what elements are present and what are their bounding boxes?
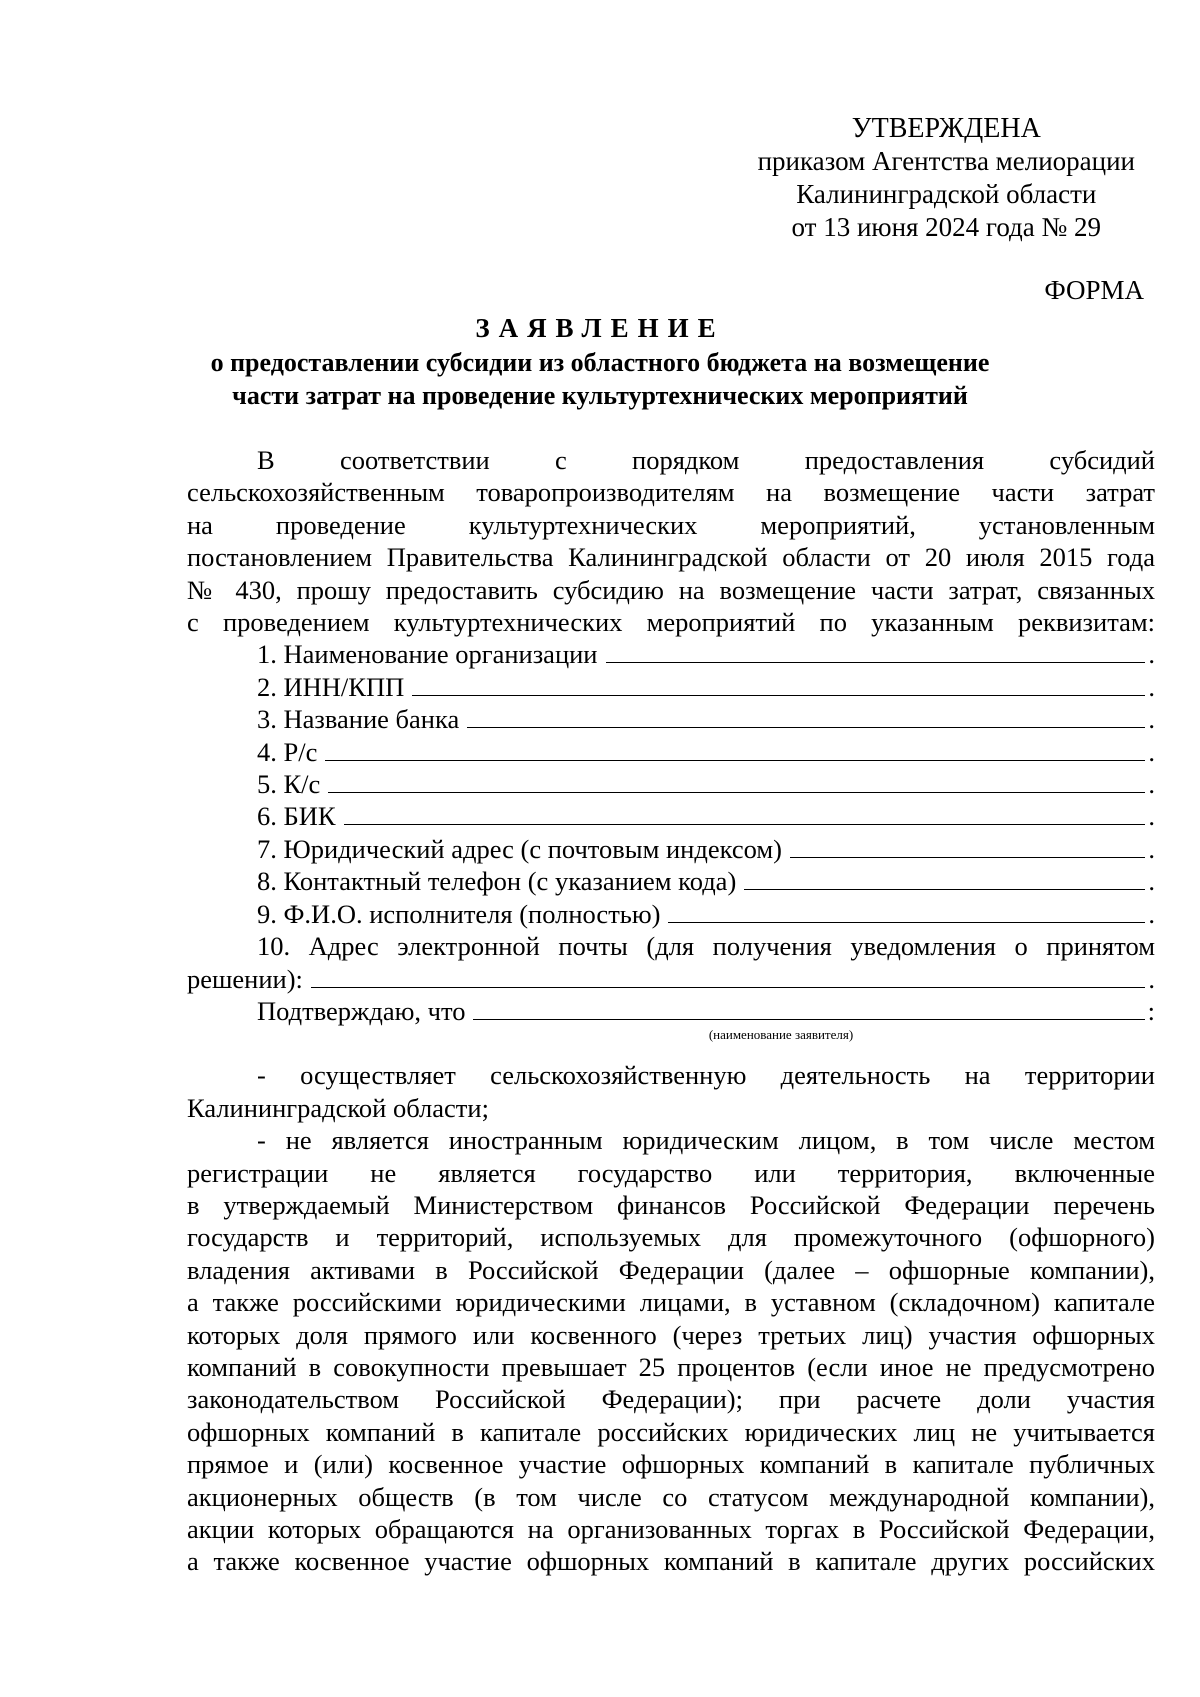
approval-line: от 13 июня 2024 года № 29 (791, 212, 1102, 242)
field-inn-kpp (187, 671, 1155, 703)
field-end: . (1148, 704, 1155, 735)
subtitle-line: части затрат на проведение культуртехнических мероприятий (232, 381, 968, 410)
field-email (187, 930, 1155, 995)
text-line: законодательством Российской Федерации); при расчете доли участия (187, 1384, 1155, 1415)
field-organization-name (187, 638, 1155, 670)
document-body (187, 444, 1155, 1578)
text-line: В соответствии с порядком предоставления субсидий (257, 445, 1155, 475)
text-line: акционерных обществ (в том числе со статусом международной компании), (187, 1481, 1155, 1512)
subtitle-line: о предоставлении субсидии из областного бюджета на возмещение (210, 348, 990, 377)
field-applicant-confirm (187, 995, 1155, 1027)
text-line: постановлением Правительства Калининградской области от 20 июля 2015 года (187, 542, 1155, 573)
field-label: 1. Наименование организации (257, 639, 598, 670)
field-label: 3. Название банка (257, 704, 460, 735)
field-label: 7. Юридический адрес (с почтовым индексом) (257, 833, 782, 864)
field-bik (187, 800, 1155, 832)
bik-input-line[interactable] (344, 802, 1146, 825)
approval-line: Калининградской области (796, 179, 1097, 209)
settlement-account-input-line[interactable] (325, 738, 1145, 761)
text-line: - не является иностранным юридическим лицом, в том числе местом (257, 1125, 1155, 1156)
text-line: которых доля прямого или косвенного (через третьих лиц) участия офшорных (187, 1319, 1155, 1350)
field-end: . (1148, 671, 1155, 702)
text-line: офшорных компаний в капитале российских юридических лиц не учитывается (187, 1416, 1155, 1447)
field-end: . (1148, 963, 1155, 994)
field-contact-phone (187, 865, 1155, 897)
contact-phone-input-line[interactable] (744, 867, 1145, 890)
field-label: Подтверждаю, что (257, 995, 466, 1026)
text-line: акции которых обращаются на организованных торгах в Российской Федерации, (187, 1514, 1155, 1544)
field-label: 10. Адрес электронной почты (для получения уведомления о принятом (257, 931, 1155, 962)
executor-name-input-line[interactable] (668, 900, 1145, 923)
field-label: 2. ИНН/КПП (257, 671, 405, 702)
field-label: 5. К/с (257, 769, 321, 800)
field-correspondent-account (187, 768, 1155, 800)
text-line: с проведением культуртехнических мероприятий по указанным реквизитам: (187, 607, 1155, 638)
text-line: прямое и (или) косвенное участие офшорных компаний в капитале публичных (187, 1449, 1155, 1480)
inn-kpp-input-line[interactable] (412, 673, 1145, 696)
field-legal-address (187, 833, 1155, 865)
approval-stamp (758, 112, 1135, 244)
field-label: 9. Ф.И.О. исполнителя (полностью) (257, 898, 661, 929)
text-line: сельскохозяйственным товаропроизводителям на возмещение части затрат (187, 477, 1155, 508)
text-line: владения активами в Российской Федерации (далее – офшорные компании), (187, 1254, 1155, 1285)
form-label: ФОРМА (1044, 275, 1144, 305)
text-line: на проведение культуртехнических мероприятий, установленным (187, 509, 1155, 540)
field-end: . (1148, 639, 1155, 670)
email-input-line[interactable] (311, 965, 1145, 988)
field-end: . (1148, 801, 1155, 832)
text-line: а также косвенное участие офшорных компаний в капитале других российских (187, 1546, 1155, 1577)
text-line: № 430, прошу предоставить субсидию на возмещение части затрат, связанных (187, 574, 1155, 605)
email-field-row (187, 963, 1155, 995)
document-title: ЗАЯВЛЕНИЕ (475, 313, 725, 343)
field-end: . (1148, 736, 1155, 767)
text-line: государств и территорий, используемых для промежуточного (офшорного) (187, 1222, 1155, 1253)
applicant-name-caption: (наименование заявителя) (708, 1027, 854, 1043)
text-line: компаний в совокупности превышает 25 процентов (если иное не предусмотрено (187, 1351, 1155, 1382)
applicant-name-input-line[interactable] (473, 997, 1144, 1020)
field-label: решении): (187, 963, 303, 994)
field-label: 6. БИК (257, 801, 336, 832)
field-label: 8. Контактный телефон (с указанием кода) (257, 866, 737, 897)
field-end: . (1148, 833, 1155, 864)
field-end: . (1148, 866, 1155, 897)
organization-name-input-line[interactable] (606, 640, 1146, 663)
bank-name-input-line[interactable] (467, 705, 1145, 728)
text-line: Калининградской области; (187, 1092, 489, 1123)
document-subtitle (0, 346, 1200, 412)
field-settlement-account (187, 736, 1155, 768)
field-label: 4. Р/с (257, 736, 318, 767)
text-line: в утверждаемый Министерством финансов Российской Федерации перечень (187, 1189, 1155, 1220)
field-bank-name (187, 703, 1155, 735)
bullet-paragraph (187, 1059, 1155, 1124)
approval-line: приказом Агентства мелиорации (757, 146, 1135, 176)
field-executor-name (187, 898, 1155, 930)
legal-address-input-line[interactable] (790, 835, 1145, 858)
intro-paragraph (187, 444, 1155, 638)
field-end: : (1147, 995, 1155, 1026)
correspondent-account-input-line[interactable] (328, 770, 1145, 793)
text-line: а также российскими юридическими лицами, в уставном (складочном) капитале (187, 1287, 1155, 1318)
text-line: - осуществляет сельскохозяйственную деятельность на территории (257, 1060, 1155, 1091)
text-line: регистрации не является государство или территория, включенные (187, 1157, 1155, 1188)
field-end: . (1148, 769, 1155, 800)
bullet-paragraph (187, 1124, 1155, 1578)
field-end: . (1148, 898, 1155, 929)
approval-title: УТВЕРЖДЕНА (851, 113, 1041, 144)
